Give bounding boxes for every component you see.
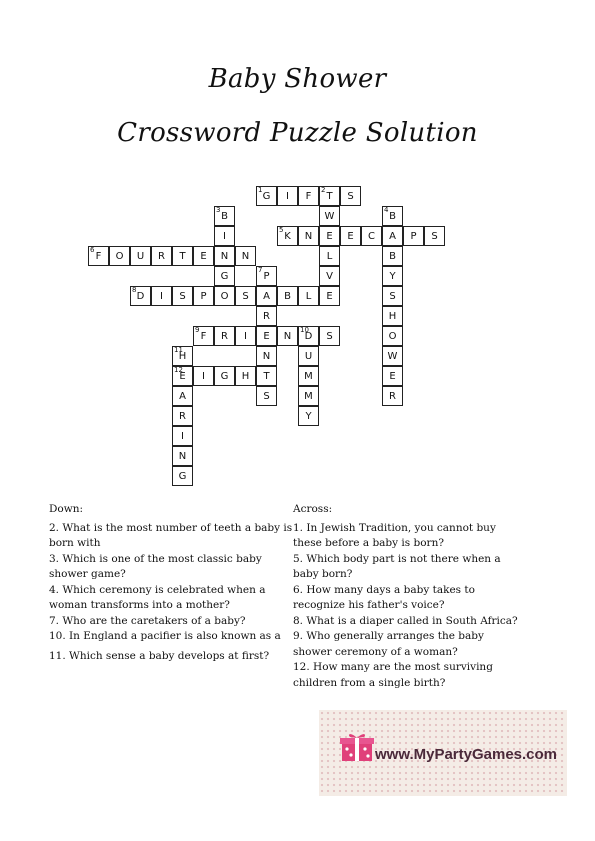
website-banner bbox=[319, 710, 567, 796]
grid-cell bbox=[424, 226, 445, 246]
cell-letter: P bbox=[263, 271, 270, 282]
across-clue: 9. Who generally arranges the baby shower ceremony of a woman? bbox=[293, 630, 484, 658]
grid-cell bbox=[256, 286, 277, 306]
cell-letter: I bbox=[244, 331, 247, 342]
down-clue: 7. Who are the caretakers of a baby? bbox=[49, 614, 246, 627]
cell-letter: S bbox=[389, 291, 396, 302]
cell-letter: M bbox=[304, 391, 313, 402]
cell-letter: S bbox=[263, 391, 270, 402]
grid-cell bbox=[382, 326, 403, 346]
down-heading: Down: bbox=[49, 503, 84, 515]
grid-cell bbox=[277, 186, 298, 206]
grid-cell bbox=[109, 246, 130, 266]
grid-cell bbox=[193, 366, 214, 386]
cell-letter: H bbox=[178, 351, 187, 362]
cell-letter: E bbox=[263, 331, 270, 342]
grid-cell bbox=[382, 286, 403, 306]
cell-letter: H bbox=[388, 311, 397, 322]
cell-letter: D bbox=[136, 291, 145, 302]
grid-cell bbox=[382, 306, 403, 326]
grid-cell bbox=[214, 366, 235, 386]
cell-letter: P bbox=[410, 231, 417, 242]
clue-number: 11 bbox=[174, 346, 183, 354]
clue-number: 2 bbox=[321, 186, 326, 194]
cell-letter: A bbox=[263, 291, 270, 302]
down-clue: 11. Which sense a baby develops at first? bbox=[49, 649, 270, 662]
cell-letter: A bbox=[179, 391, 186, 402]
cell-letter: G bbox=[220, 271, 229, 282]
cell-letter: W bbox=[324, 211, 335, 222]
cell-letter: S bbox=[431, 231, 438, 242]
grid-cell bbox=[319, 206, 340, 226]
cell-letter: N bbox=[178, 451, 187, 462]
cell-letter: N bbox=[220, 251, 229, 262]
clue-number: 7 bbox=[258, 266, 263, 274]
grid-cell bbox=[382, 366, 403, 386]
cell-letter: I bbox=[160, 291, 163, 302]
grid-cell bbox=[382, 346, 403, 366]
cell-letter: E bbox=[347, 231, 354, 242]
grid-cell bbox=[382, 266, 403, 286]
cell-letter: E bbox=[389, 371, 396, 382]
grid-cell bbox=[214, 226, 235, 246]
down-clue: 2. What is the most number of teeth a baby is born with bbox=[49, 521, 293, 549]
clue-number: 8 bbox=[132, 286, 137, 294]
cell-letter: N bbox=[304, 231, 313, 242]
cell-letter: T bbox=[179, 251, 186, 262]
cell-letter: M bbox=[304, 371, 313, 382]
grid-cell bbox=[235, 326, 256, 346]
grid-cell bbox=[319, 226, 340, 246]
cell-letter: N bbox=[262, 351, 271, 362]
across-heading: Across: bbox=[293, 503, 333, 515]
grid-cell bbox=[319, 186, 340, 206]
grid-cell bbox=[298, 326, 319, 346]
website-link[interactable]: www.MyPartyGames.com bbox=[375, 746, 558, 763]
title-line-1: Baby Shower bbox=[208, 64, 387, 94]
grid-cell bbox=[340, 186, 361, 206]
cell-letter: U bbox=[136, 251, 145, 262]
cell-letter: T bbox=[326, 191, 333, 202]
grid-cell bbox=[172, 246, 193, 266]
grid-cell bbox=[256, 386, 277, 406]
grid-cell bbox=[319, 266, 340, 286]
grid-cell bbox=[340, 226, 361, 246]
cell-letter: Y bbox=[305, 411, 312, 422]
grid-cell bbox=[298, 366, 319, 386]
grid-cell bbox=[235, 286, 256, 306]
grid-cell bbox=[193, 326, 214, 346]
cell-letter: R bbox=[179, 411, 186, 422]
grid-cell bbox=[235, 246, 256, 266]
cell-letter: B bbox=[389, 251, 396, 262]
clue-number: 10 bbox=[300, 326, 309, 334]
grid-cell bbox=[277, 226, 298, 246]
across-clue: 6. How many days a baby takes to recognize his father's voice? bbox=[293, 583, 475, 611]
grid-cell bbox=[403, 226, 424, 246]
grid-cell bbox=[214, 206, 235, 226]
cell-letter: B bbox=[221, 211, 228, 222]
grid-cell bbox=[193, 246, 214, 266]
grid-cell bbox=[256, 346, 277, 366]
across-clue: 8. What is a diaper called in South Africa? bbox=[293, 614, 518, 627]
cell-letter: F bbox=[200, 331, 207, 342]
grid-cell bbox=[172, 386, 193, 406]
cell-letter: G bbox=[262, 191, 271, 202]
cell-letter: W bbox=[387, 351, 398, 362]
across-clue: 1. In Jewish Tradition, you cannot buy these before a baby is born? bbox=[293, 521, 496, 549]
cell-letter: I bbox=[286, 191, 289, 202]
cell-letter: R bbox=[158, 251, 165, 262]
cell-letter: S bbox=[242, 291, 249, 302]
clue-number: 12 bbox=[174, 366, 183, 374]
clue-number: 3 bbox=[216, 206, 221, 214]
across-clue: 12. How many are the most surviving children from a single birth? bbox=[293, 661, 493, 689]
grid-cell bbox=[214, 246, 235, 266]
grid-cell bbox=[256, 366, 277, 386]
grid-cell bbox=[172, 426, 193, 446]
grid-cell bbox=[277, 326, 298, 346]
cell-letter: L bbox=[326, 251, 333, 262]
cell-letter: E bbox=[200, 251, 207, 262]
grid-cell bbox=[172, 286, 193, 306]
clue-number: 5 bbox=[279, 226, 284, 234]
grid-cell bbox=[298, 346, 319, 366]
cell-letter: I bbox=[223, 231, 226, 242]
grid-cell bbox=[151, 246, 172, 266]
grid-cell bbox=[382, 206, 403, 226]
grid-cell bbox=[382, 386, 403, 406]
grid-cell bbox=[298, 406, 319, 426]
across-clues bbox=[293, 502, 523, 691]
cell-letter: Y bbox=[389, 271, 396, 282]
grid-cell bbox=[256, 186, 277, 206]
grid-cell bbox=[172, 406, 193, 426]
grid-cell bbox=[319, 326, 340, 346]
grid-cell bbox=[172, 366, 193, 386]
grid-cell bbox=[382, 226, 403, 246]
cell-letter: O bbox=[115, 251, 124, 262]
cell-letter: S bbox=[326, 331, 333, 342]
grid-cell bbox=[172, 346, 193, 366]
across-clue: 5. Which body part is not there when a baby born? bbox=[293, 552, 501, 580]
grid-cell bbox=[298, 226, 319, 246]
cell-letter: R bbox=[221, 331, 228, 342]
cell-letter: E bbox=[326, 231, 333, 242]
grid-cell bbox=[382, 246, 403, 266]
grid-cell bbox=[130, 246, 151, 266]
cell-letter: G bbox=[178, 471, 187, 482]
grid-cell bbox=[256, 326, 277, 346]
cell-letter: V bbox=[326, 271, 333, 282]
grid-cell bbox=[193, 286, 214, 306]
grid-cell bbox=[235, 366, 256, 386]
cell-letter: I bbox=[181, 431, 184, 442]
cell-letter: D bbox=[304, 331, 313, 342]
cell-letter: G bbox=[220, 371, 229, 382]
grid-cell bbox=[319, 246, 340, 266]
clue-number: 9 bbox=[195, 326, 200, 334]
cell-letter: P bbox=[200, 291, 207, 302]
grid-cell bbox=[256, 266, 277, 286]
cell-letter: F bbox=[305, 191, 312, 202]
grid-cell bbox=[277, 286, 298, 306]
cell-letter: C bbox=[368, 231, 375, 242]
cell-letter: N bbox=[241, 251, 250, 262]
title-line-2: Crossword Puzzle Solution bbox=[117, 118, 478, 148]
grid-cell bbox=[130, 286, 151, 306]
clue-number: 4 bbox=[384, 206, 389, 214]
cell-letter: B bbox=[284, 291, 291, 302]
cell-letter: S bbox=[347, 191, 354, 202]
clue-number: 6 bbox=[90, 246, 95, 254]
grid-cell bbox=[151, 286, 172, 306]
cell-letter: L bbox=[305, 291, 312, 302]
cell-letter: O bbox=[388, 331, 397, 342]
clue-number: 1 bbox=[258, 186, 263, 194]
cell-letter: A bbox=[389, 231, 396, 242]
cell-letter: E bbox=[326, 291, 333, 302]
down-clue: 4. Which ceremony is celebrated when a woman transforms into a mother? bbox=[49, 583, 266, 611]
grid-cell bbox=[172, 466, 193, 486]
grid-cell bbox=[88, 246, 109, 266]
down-clue: 3. Which is one of the most classic baby shower game? bbox=[49, 552, 262, 580]
cell-letter: T bbox=[263, 371, 270, 382]
cell-letter: N bbox=[283, 331, 292, 342]
cell-letter: U bbox=[304, 351, 313, 362]
cell-letter: K bbox=[284, 231, 291, 242]
grid-cell bbox=[298, 286, 319, 306]
grid-cell bbox=[214, 266, 235, 286]
grid-cell bbox=[298, 386, 319, 406]
cell-letter: I bbox=[202, 371, 205, 382]
cell-letter: R bbox=[263, 311, 270, 322]
grid-cell bbox=[256, 306, 277, 326]
cell-letter: S bbox=[179, 291, 186, 302]
down-clues bbox=[49, 502, 293, 664]
grid-cell bbox=[361, 226, 382, 246]
cell-letter: E bbox=[179, 371, 186, 382]
cell-letter: O bbox=[220, 291, 229, 302]
down-clue: 10. In England a pacifier is also known as a bbox=[49, 630, 281, 642]
cell-letter: B bbox=[389, 211, 396, 222]
grid-cell bbox=[214, 286, 235, 306]
grid-cell bbox=[214, 326, 235, 346]
grid-cell bbox=[298, 186, 319, 206]
cell-letter: R bbox=[389, 391, 396, 402]
cell-letter: H bbox=[241, 371, 250, 382]
gift-box-icon bbox=[339, 732, 375, 762]
grid-cell bbox=[319, 286, 340, 306]
grid-cell bbox=[172, 446, 193, 466]
cell-letter: F bbox=[95, 251, 102, 262]
